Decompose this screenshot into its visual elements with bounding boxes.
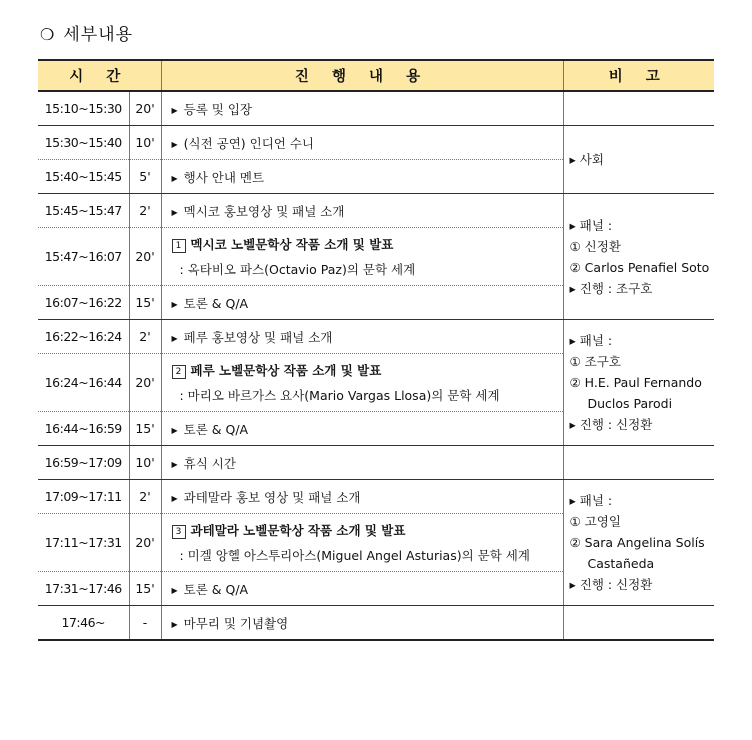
duration-cell: 10' <box>129 126 161 160</box>
content-text: (식전 공연) 인디언 수니 <box>183 135 315 151</box>
note-line: ▸ 진행 : 신정환 <box>569 577 653 592</box>
duration-cell: 5' <box>129 160 161 194</box>
session-title: 멕시코 노벨문학상 작품 소개 및 발표 <box>190 236 394 252</box>
table-row <box>38 320 714 354</box>
time-cell: 16:44~16:59 <box>38 412 129 446</box>
session-title: 과테말라 노벨문학상 작품 소개 및 발표 <box>190 522 406 538</box>
content-text: 행사 안내 멘트 <box>183 169 265 185</box>
content-cell <box>161 606 563 641</box>
note-line: ① 조구호 <box>569 354 621 369</box>
triangle-bullet-icon: ▶ <box>171 333 178 343</box>
content-text: 토론 & Q/A <box>183 421 249 437</box>
duration-cell: 10' <box>129 446 161 480</box>
table-row <box>38 480 714 514</box>
session-title: 페루 노벨문학상 작품 소개 및 발표 <box>190 362 382 378</box>
header-content: 진 행 내 용 <box>161 60 563 91</box>
content-cell <box>161 228 563 286</box>
content-cell <box>161 194 563 228</box>
note-line: ▸ 진행 : 신정환 <box>569 417 653 432</box>
content-cell <box>161 354 563 412</box>
content-text: 마무리 및 기념촬영 <box>183 615 289 631</box>
content-text: 토론 & Q/A <box>183 581 249 597</box>
note-host: ▸ 사회 <box>563 126 714 194</box>
triangle-bullet-icon: ▶ <box>171 585 178 595</box>
number-box: 2 <box>172 365 186 379</box>
section-title: 세부내용 <box>63 25 134 45</box>
content-text: 페루 홍보영상 및 패널 소개 <box>183 329 333 345</box>
time-cell: 16:59~17:09 <box>38 446 129 480</box>
header-note: 비 고 <box>563 60 714 91</box>
table-row <box>38 446 714 480</box>
content-cell <box>161 126 563 160</box>
note-cell-empty <box>563 446 714 480</box>
time-cell: 16:24~16:44 <box>38 354 129 412</box>
time-cell: 15:40~15:45 <box>38 160 129 194</box>
time-cell: 15:45~15:47 <box>38 194 129 228</box>
note-line: ① 신정환 <box>569 238 621 254</box>
table-row <box>38 91 714 126</box>
duration-cell: 2' <box>129 194 161 228</box>
number-box: 1 <box>172 239 186 253</box>
note-line: ▸ 패널 : <box>569 217 613 233</box>
triangle-bullet-icon: ▶ <box>171 299 178 309</box>
time-cell: 17:31~17:46 <box>38 572 129 606</box>
time-cell: 16:22~16:24 <box>38 320 129 354</box>
circle-bullet-icon: ❍ <box>40 25 56 44</box>
content-cell <box>161 320 563 354</box>
note-line: ▸ 진행 : 조구호 <box>569 280 653 296</box>
duration-cell: 20' <box>129 91 161 126</box>
content-cell <box>161 160 563 194</box>
content-cell <box>161 446 563 480</box>
content-cell <box>161 480 563 514</box>
note-line: ② Sara Angelina Solís <box>569 535 705 550</box>
duration-cell: 20' <box>129 514 161 572</box>
note-line: Castañeda <box>587 556 655 571</box>
time-cell: 17:09~17:11 <box>38 480 129 514</box>
note-line: ② Carlos Penafiel Soto <box>569 259 710 275</box>
time-cell: 16:07~16:22 <box>38 286 129 320</box>
note-peru <box>563 320 714 446</box>
content-cell <box>161 572 563 606</box>
time-cell: 15:47~16:07 <box>38 228 129 286</box>
time-cell: 15:10~15:30 <box>38 91 129 126</box>
content-cell <box>161 91 563 126</box>
time-cell: 17:46~ <box>38 606 129 641</box>
duration-cell: 2' <box>129 320 161 354</box>
section-heading <box>40 20 133 45</box>
content-cell <box>161 514 563 572</box>
note-cell-empty <box>563 606 714 641</box>
triangle-bullet-icon: ▶ <box>171 459 178 469</box>
content-cell <box>161 286 563 320</box>
note-cell-empty <box>563 91 714 126</box>
header-time: 시 간 <box>38 60 161 91</box>
content-text: 토론 & Q/A <box>183 295 249 311</box>
content-text: 과테말라 홍보 영상 및 패널 소개 <box>183 489 361 505</box>
note-line: ▸ 패널 : <box>569 333 613 348</box>
duration-cell: 15' <box>129 412 161 446</box>
table-row <box>38 606 714 641</box>
note-line: ▸ 패널 : <box>569 493 613 508</box>
content-text: 등록 및 입장 <box>183 101 252 117</box>
content-cell <box>161 412 563 446</box>
number-box: 3 <box>172 525 186 539</box>
session-subtitle: : 옥타비오 파스(Octavio Paz)의 문학 세계 <box>179 261 416 277</box>
table-header-row <box>38 60 714 91</box>
note-mexico <box>563 194 714 320</box>
session-subtitle: : 미겔 앙헬 아스투리아스(Miguel Angel Asturias)의 문학 세계 <box>179 547 530 563</box>
duration-cell: 2' <box>129 480 161 514</box>
content-text: 멕시코 홍보영상 및 패널 소개 <box>183 203 345 219</box>
note-line: ② H.E. Paul Fernando <box>569 375 702 390</box>
note-guatemala <box>563 480 714 606</box>
table-row <box>38 194 714 228</box>
triangle-bullet-icon: ▶ <box>171 207 178 217</box>
duration-cell: - <box>129 606 161 641</box>
triangle-bullet-icon: ▶ <box>171 619 178 629</box>
time-cell: 15:30~15:40 <box>38 126 129 160</box>
content-text: 휴식 시간 <box>183 455 236 471</box>
duration-cell: 20' <box>129 228 161 286</box>
triangle-bullet-icon: ▶ <box>171 173 178 183</box>
table-row <box>38 126 714 160</box>
duration-cell: 20' <box>129 354 161 412</box>
duration-cell: 15' <box>129 572 161 606</box>
time-cell: 17:11~17:31 <box>38 514 129 572</box>
triangle-bullet-icon: ▶ <box>171 139 178 149</box>
triangle-bullet-icon: ▶ <box>171 425 178 435</box>
note-line: ① 고영일 <box>569 514 621 529</box>
triangle-bullet-icon: ▶ <box>171 493 178 503</box>
session-subtitle: : 마리오 바르가스 요사(Mario Vargas Llosa)의 문학 세계 <box>179 387 500 403</box>
duration-cell: 15' <box>129 286 161 320</box>
schedule-table <box>38 59 714 641</box>
note-line: Duclos Parodi <box>587 396 673 411</box>
triangle-bullet-icon: ▶ <box>171 105 178 115</box>
